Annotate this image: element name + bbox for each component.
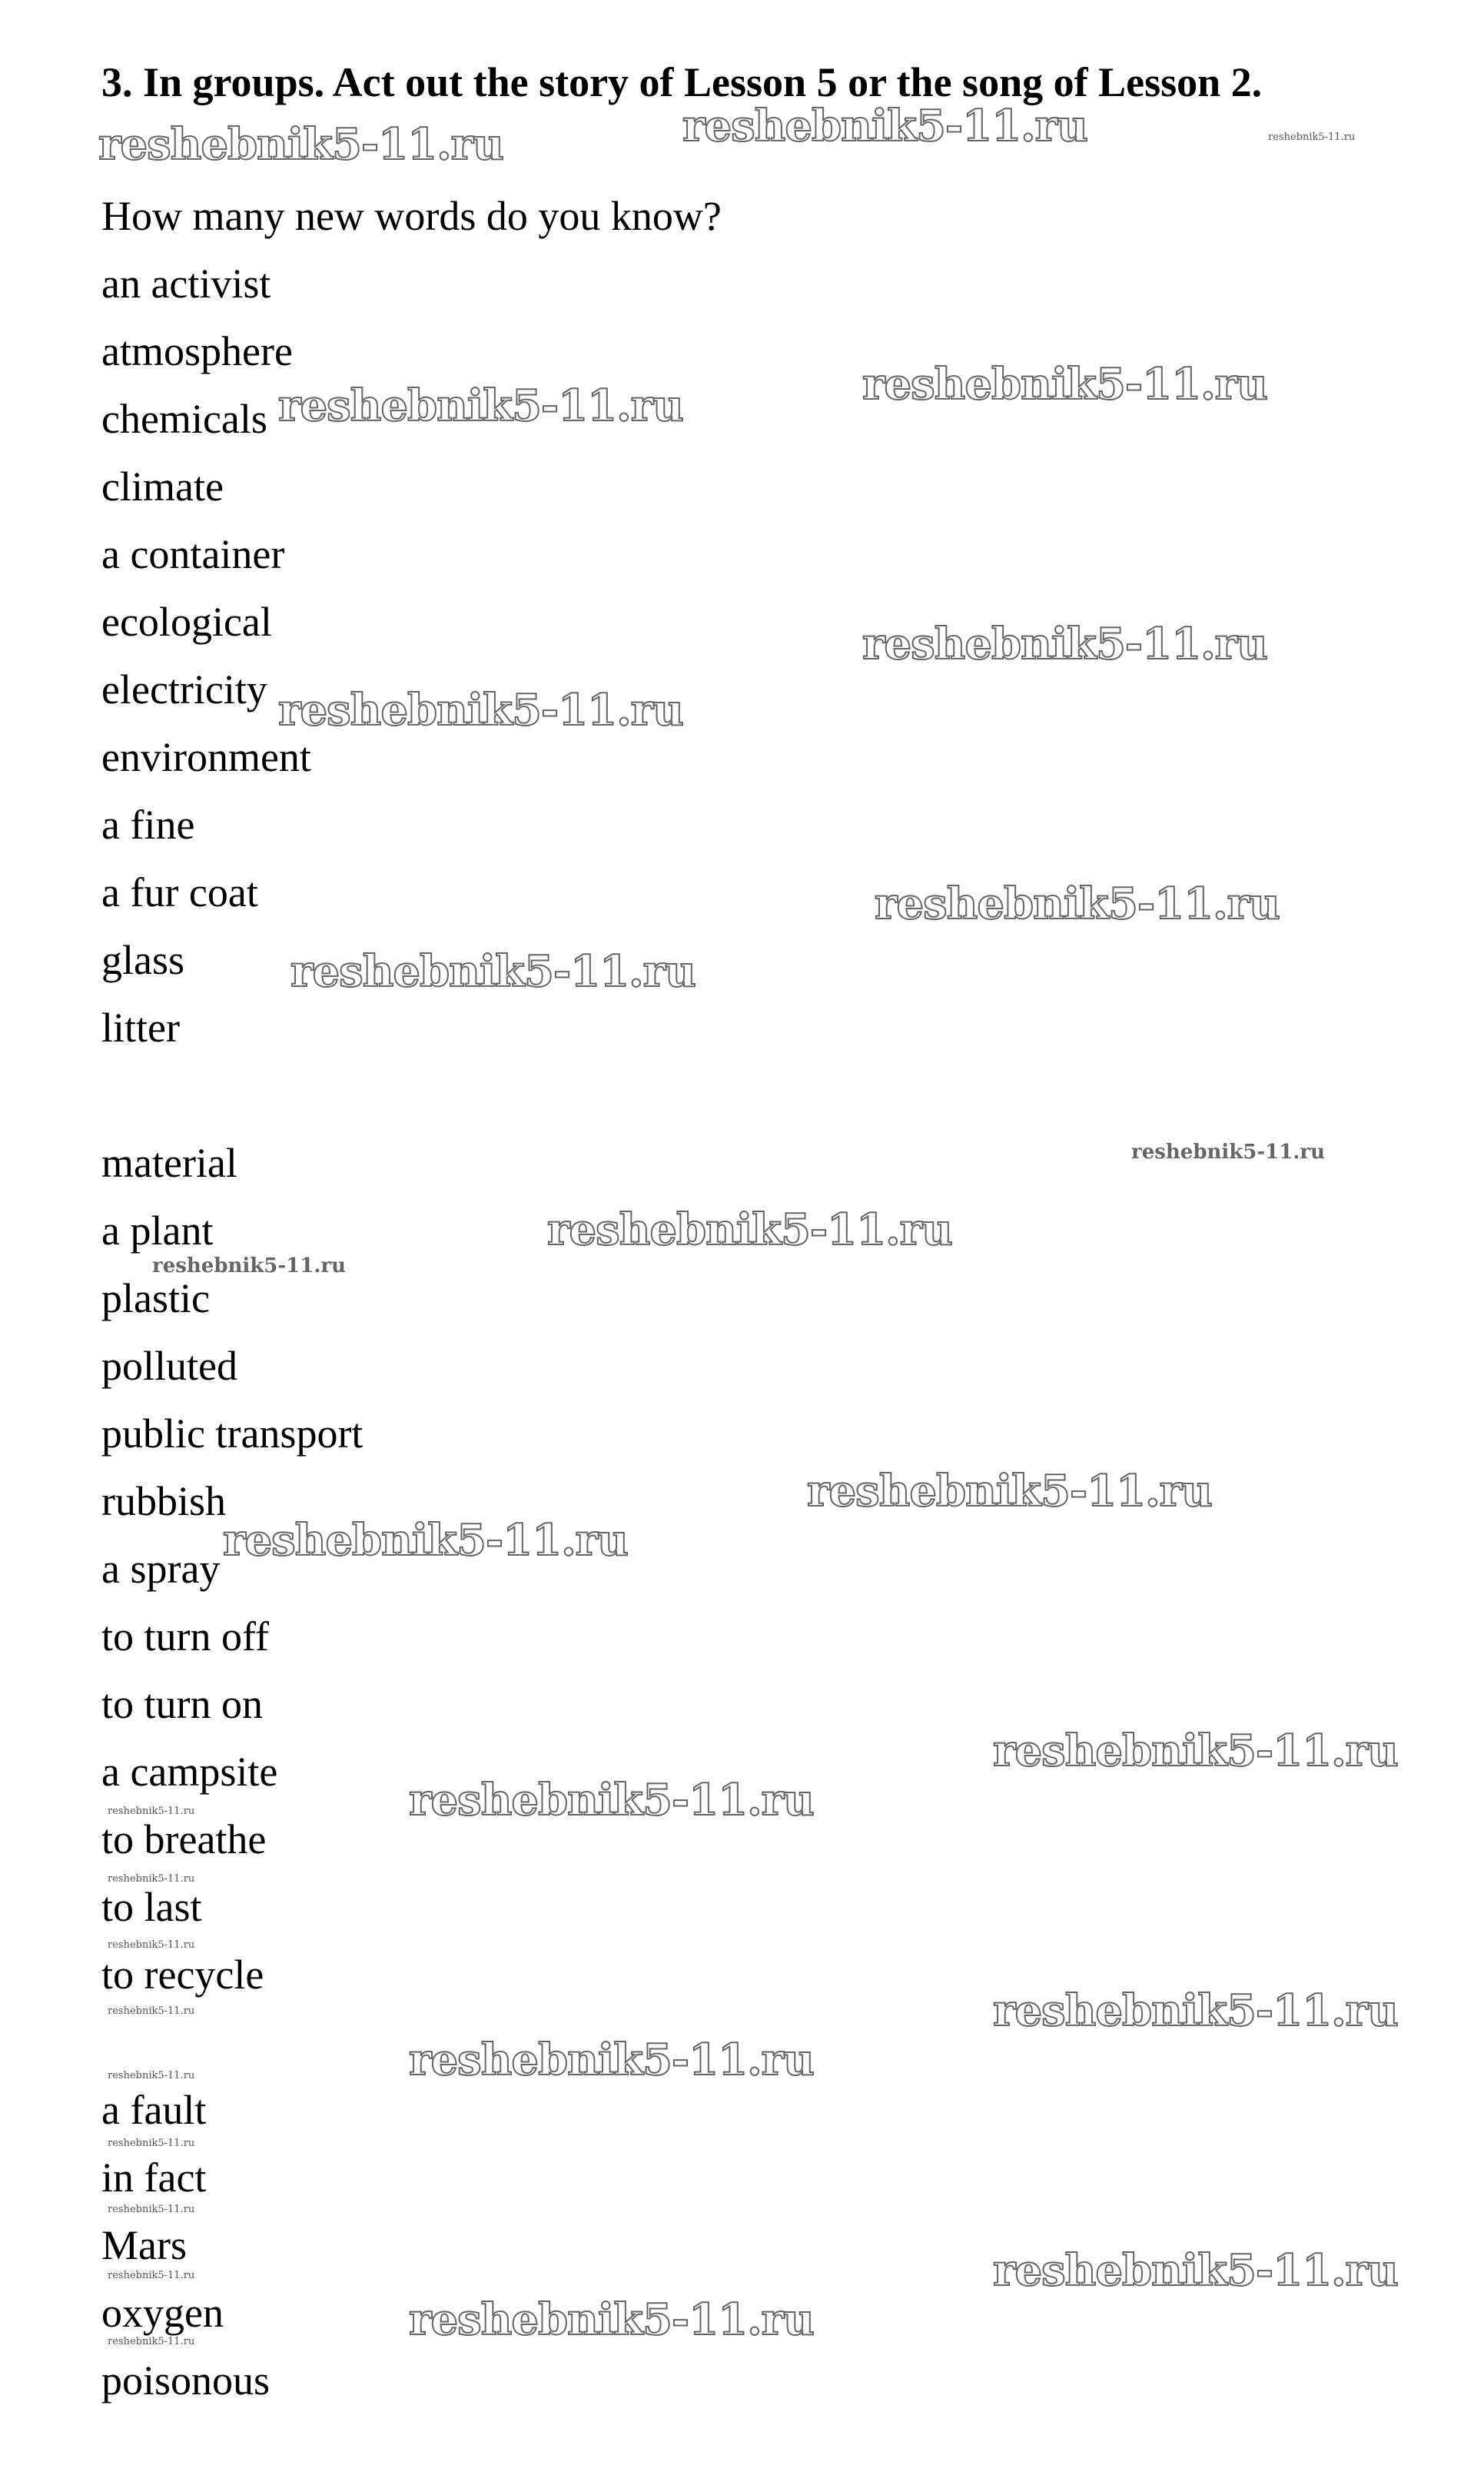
exercise-heading: 3. In groups. Act out the story of Lesson 5 or the song of Lesson 2. — [101, 59, 1263, 105]
watermark: reshebnik5-11.ru — [875, 879, 1280, 929]
word-item: a campsite — [101, 1749, 278, 1795]
word-item: public transport — [101, 1410, 364, 1457]
watermark: reshebnik5-11.ru — [807, 1466, 1212, 1517]
watermark: reshebnik5-11.ru — [278, 685, 683, 736]
watermark: reshebnik5-11.ru — [152, 1254, 347, 1277]
word-item: oxygen — [101, 2290, 224, 2336]
word-item: Mars — [101, 2222, 187, 2268]
word-item: an activist — [101, 261, 271, 307]
word-item: a spray — [101, 1546, 221, 1592]
watermark: reshebnik5-11.ru — [993, 1985, 1398, 2036]
watermark: reshebnik5-11.ru — [547, 1204, 952, 1255]
watermark: reshebnik5-11.ru — [108, 2270, 195, 2281]
watermark: reshebnik5-11.ru — [108, 1939, 195, 1951]
watermark: reshebnik5-11.ru — [862, 619, 1267, 669]
watermark: reshebnik5-11.ru — [1268, 131, 1356, 143]
watermark: reshebnik5-11.ru — [108, 2204, 195, 2215]
watermark: reshebnik5-11.ru — [108, 2070, 195, 2081]
word-item: material — [101, 1140, 237, 1186]
watermark: reshebnik5-11.ru — [993, 1726, 1398, 1776]
word-item: chemicals — [101, 396, 267, 442]
watermark: reshebnik5-11.ru — [108, 1806, 195, 1817]
word-item: plastic — [101, 1275, 210, 1321]
word-item: to turn on — [101, 1681, 263, 1727]
word-item: a fault — [101, 2087, 207, 2133]
word-item: to turn off — [101, 1613, 269, 1659]
watermark: reshebnik5-11.ru — [108, 2005, 195, 2017]
word-item: rubbish — [101, 1478, 226, 1524]
watermark: reshebnik5-11.ru — [278, 380, 683, 431]
watermark: reshebnik5-11.ru — [108, 2336, 195, 2347]
question-text: How many new words do you know? — [101, 193, 722, 239]
word-item: to recycle — [101, 1952, 264, 1998]
watermark: reshebnik5-11.ru — [1131, 1141, 1326, 1164]
word-item: polluted — [101, 1343, 237, 1389]
word-item: environment — [101, 734, 311, 780]
word-item: climate — [101, 463, 224, 510]
word-item: a container — [101, 531, 285, 577]
word-item: electricity — [101, 666, 267, 713]
watermark: reshebnik5-11.ru — [108, 2138, 195, 2149]
word-item: glass — [101, 937, 184, 983]
word-item: litter — [101, 1005, 180, 1051]
word-item: ecological — [101, 599, 272, 645]
word-item: in fact — [101, 2154, 207, 2201]
word-item: to last — [101, 1884, 202, 1930]
watermark: reshebnik5-11.ru — [108, 1873, 195, 1885]
watermark: reshebnik5-11.ru — [290, 946, 696, 997]
watermark: reshebnik5-11.ru — [98, 119, 503, 170]
watermark: reshebnik5-11.ru — [862, 359, 1267, 410]
watermark: reshebnik5-11.ru — [409, 1775, 814, 1826]
word-item: to breathe — [101, 1816, 267, 1862]
watermark: reshebnik5-11.ru — [223, 1515, 628, 1566]
watermark: reshebnik5-11.ru — [409, 2035, 814, 2085]
word-item: a fur coat — [101, 869, 258, 915]
watermark: reshebnik5-11.ru — [682, 101, 1087, 151]
word-item: a plant — [101, 1208, 214, 1254]
watermark: reshebnik5-11.ru — [409, 2294, 814, 2345]
watermark: reshebnik5-11.ru — [993, 2245, 1398, 2296]
word-item: poisonous — [101, 2357, 271, 2404]
word-item: a fine — [101, 802, 195, 848]
word-item: atmosphere — [101, 328, 293, 374]
